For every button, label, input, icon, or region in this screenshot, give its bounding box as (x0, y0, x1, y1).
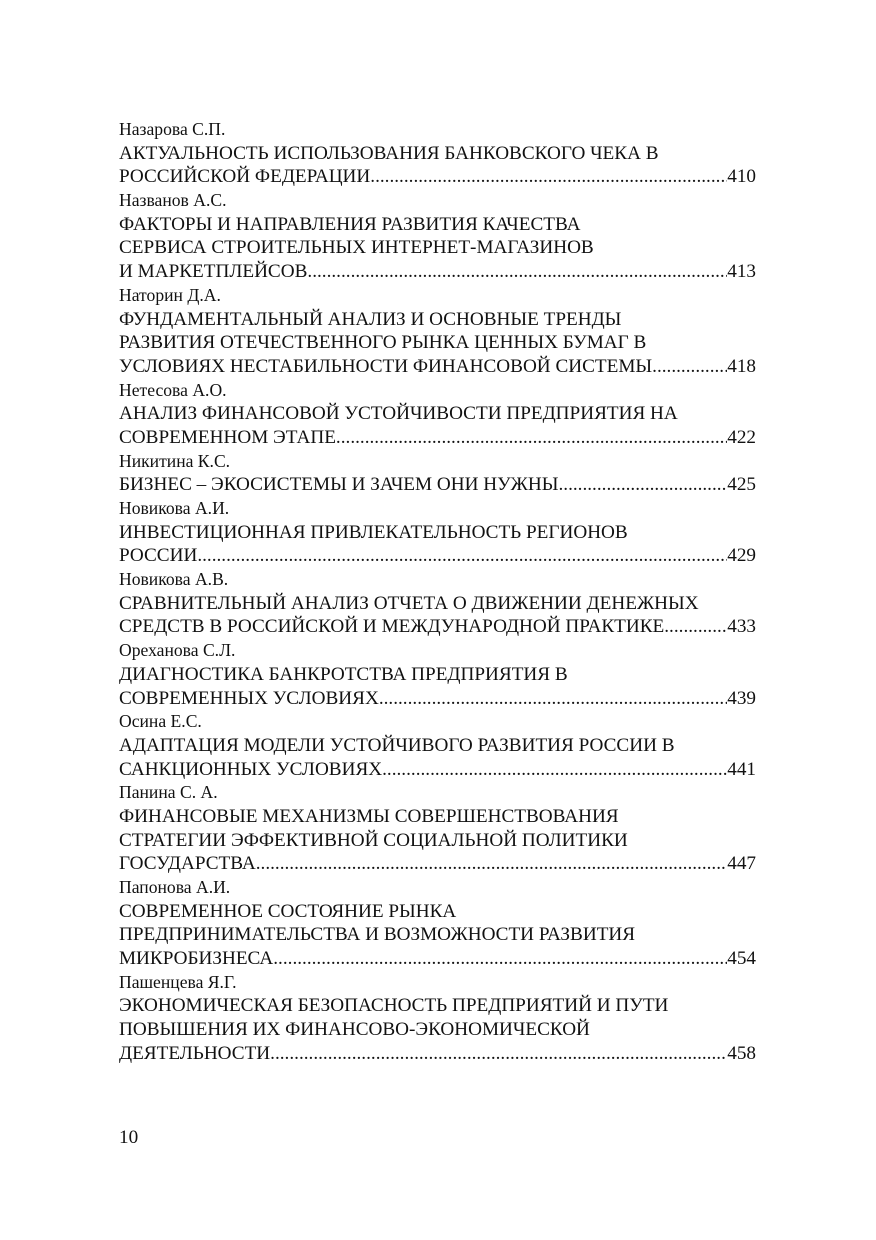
toc-entry-title-end: УСЛОВИЯХ НЕСТАБИЛЬНОСТИ ФИНАНСОВОЙ СИСТЕМЫ (119, 355, 653, 377)
toc-entry-title-end: РОССИИ (119, 545, 198, 567)
toc-entry-page: 447 (727, 853, 756, 875)
toc-entry-title-end: МИКРОБИЗНЕСА (119, 948, 274, 970)
toc-entry-page: 425 (727, 474, 756, 496)
toc-entry-title-line: ПОВЫШЕНИЯ ИХ ФИНАНСОВО-ЭКОНОМИЧЕСКОЙ (119, 1019, 590, 1041)
toc-entry-last-line (119, 355, 756, 379)
toc-entry-author: Осина Е.С. (119, 711, 202, 732)
dot-leader (382, 758, 727, 782)
toc-entry-author: Новикова А.В. (119, 569, 229, 590)
toc-entry-title-end: ГОСУДАРСТВА (119, 853, 256, 875)
toc-entry-page: 433 (727, 616, 756, 638)
toc-entry (119, 189, 756, 284)
toc-entry (119, 118, 756, 189)
toc-entry-title-line: ФУНДАМЕНТАЛЬНЫЙ АНАЛИЗ И ОСНОВНЫЕ ТРЕНДЫ (119, 308, 622, 330)
toc-entry-title-line: СРАВНИТЕЛЬНЫЙ АНАЛИЗ ОТЧЕТА О ДВИЖЕНИИ ДЕНЕЖНЫХ (119, 592, 699, 614)
toc-entry (119, 876, 756, 971)
dot-leader (307, 260, 727, 284)
toc-entry-page: 429 (727, 545, 756, 567)
toc-entry-author: Нетесова А.О. (119, 379, 227, 400)
toc-entry-title-line: АКТУАЛЬНОСТЬ ИСПОЛЬЗОВАНИЯ БАНКОВСКОГО ЧЕКА В (119, 142, 659, 164)
page-number: 10 (119, 1127, 139, 1148)
toc-entry-page: 441 (727, 758, 756, 780)
toc-entry-author: Никитина К.С. (119, 450, 231, 471)
toc-entry-page: 413 (727, 261, 756, 283)
toc-entry-title-line: ИНВЕСТИЦИОННАЯ ПРИВЛЕКАТЕЛЬНОСТЬ РЕГИОНОВ (119, 521, 628, 543)
toc-entry-title-end: САНКЦИОННЫХ УСЛОВИЯХ (119, 758, 383, 780)
toc-entry-author: Панина С. А. (119, 782, 218, 803)
toc-entry-title-end: СОВРЕМЕННЫХ УСЛОВИЯХ (119, 687, 379, 709)
dot-leader (197, 544, 727, 568)
toc-entry-page: 422 (727, 426, 756, 448)
toc-entry-title-end: СОВРЕМЕННОМ ЭТАПЕ (119, 426, 336, 448)
toc-entry (119, 379, 756, 450)
toc-entry-author: Пашенцева Я.Г. (119, 971, 237, 992)
toc-entry-last-line (119, 852, 756, 876)
toc-entry-page: 439 (727, 687, 756, 709)
toc-entry-author: Папонова А.И. (119, 877, 231, 897)
dot-leader (256, 852, 728, 876)
toc-entry-title-end: РОССИЙСКОЙ ФЕДЕРАЦИИ (119, 166, 371, 188)
toc-entry-title-line: АДАПТАЦИЯ МОДЕЛИ УСТОЙЧИВОГО РАЗВИТИЯ РОССИИ В (119, 734, 675, 756)
dot-leader (664, 615, 727, 639)
toc-entry (119, 781, 756, 876)
toc-entry (119, 284, 756, 379)
dot-leader (652, 355, 727, 379)
dot-leader (273, 947, 727, 971)
toc-entry-page: 418 (727, 355, 756, 377)
toc-entry-title-end: БИЗНЕС – ЭКОСИСТЕМЫ И ЗАЧЕМ ОНИ НУЖНЫ (119, 474, 559, 496)
toc-entry-last-line (119, 947, 756, 971)
toc-entry-title-line: СОВРЕМЕННОЕ СОСТОЯНИЕ РЫНКА (119, 900, 457, 922)
toc-entry (119, 971, 756, 1066)
toc-entry-title-end: И МАРКЕТПЛЕЙСОВ (119, 261, 308, 283)
toc-entry (119, 450, 756, 497)
toc-entry-author: Ореханова С.Л. (119, 640, 236, 661)
toc-entry-title-line: ФАКТОРЫ И НАПРАВЛЕНИЯ РАЗВИТИЯ КАЧЕСТВА (119, 213, 581, 235)
toc-entry-title-line: СТРАТЕГИИ ЭФФЕКТИВНОЙ СОЦИАЛЬНОЙ ПОЛИТИКИ (119, 829, 628, 851)
dot-leader (270, 1042, 727, 1066)
toc-entry-title-end: ДЕЯТЕЛЬНОСТИ (119, 1042, 271, 1064)
dot-leader (379, 687, 727, 711)
toc-entry-author: Наторин Д.А. (119, 284, 221, 305)
toc-entry-page: 454 (727, 948, 756, 970)
toc-entry-title-end: СРЕДСТВ В РОССИЙСКОЙ И МЕЖДУНАРОДНОЙ ПРАКТИКЕ (119, 616, 665, 638)
toc-entry-author: Новикова А.И. (119, 498, 230, 518)
toc-entry-title-line: ПРЕДПРИНИМАТЕЛЬСТВА И ВОЗМОЖНОСТИ РАЗВИТИЯ (119, 924, 636, 946)
toc-entry-last-line (119, 687, 756, 711)
toc-entry-author: Назарова С.П. (119, 119, 226, 139)
toc-entry-title-line: ДИАГНОСТИКА БАНКРОТСТВА ПРЕДПРИЯТИЯ В (119, 663, 568, 685)
toc-entry-last-line (119, 1042, 756, 1066)
toc-entry-page: 458 (727, 1042, 756, 1064)
dot-leader (336, 426, 727, 450)
toc-entry-title-line: СЕРВИСА СТРОИТЕЛЬНЫХ ИНТЕРНЕТ-МАГАЗИНОВ (119, 237, 594, 259)
toc-entry-title-line: АНАЛИЗ ФИНАНСОВОЙ УСТОЙЧИВОСТИ ПРЕДПРИЯТИЯ НА (119, 403, 678, 425)
dot-leader (370, 165, 727, 189)
toc-entry-last-line (119, 260, 756, 284)
toc-entry-title-line: РАЗВИТИЯ ОТЕЧЕСТВЕННОГО РЫНКА ЦЕННЫХ БУМАГ В (119, 332, 647, 354)
toc-entry-last-line (119, 473, 756, 497)
toc-entry-last-line (119, 615, 756, 639)
toc-entry (119, 639, 756, 710)
toc-entry-last-line (119, 544, 756, 568)
toc-entry (119, 497, 756, 568)
toc-entry-last-line (119, 165, 756, 189)
dot-leader (558, 473, 727, 497)
toc-entry-last-line (119, 426, 756, 450)
toc-entry (119, 710, 756, 781)
toc-entry-page: 410 (727, 166, 756, 188)
toc-entry-last-line (119, 758, 756, 782)
toc-entry-title-line: ЭКОНОМИЧЕСКАЯ БЕЗОПАСНОСТЬ ПРЕДПРИЯТИЙ И ПУТИ (119, 995, 669, 1017)
toc-entry (119, 568, 756, 639)
toc-entry-title-line: ФИНАНСОВЫЕ МЕХАНИЗМЫ СОВЕРШЕНСТВОВАНИЯ (119, 805, 619, 827)
table-of-contents (119, 118, 756, 1066)
toc-entry-author: Названов А.С. (119, 190, 227, 211)
